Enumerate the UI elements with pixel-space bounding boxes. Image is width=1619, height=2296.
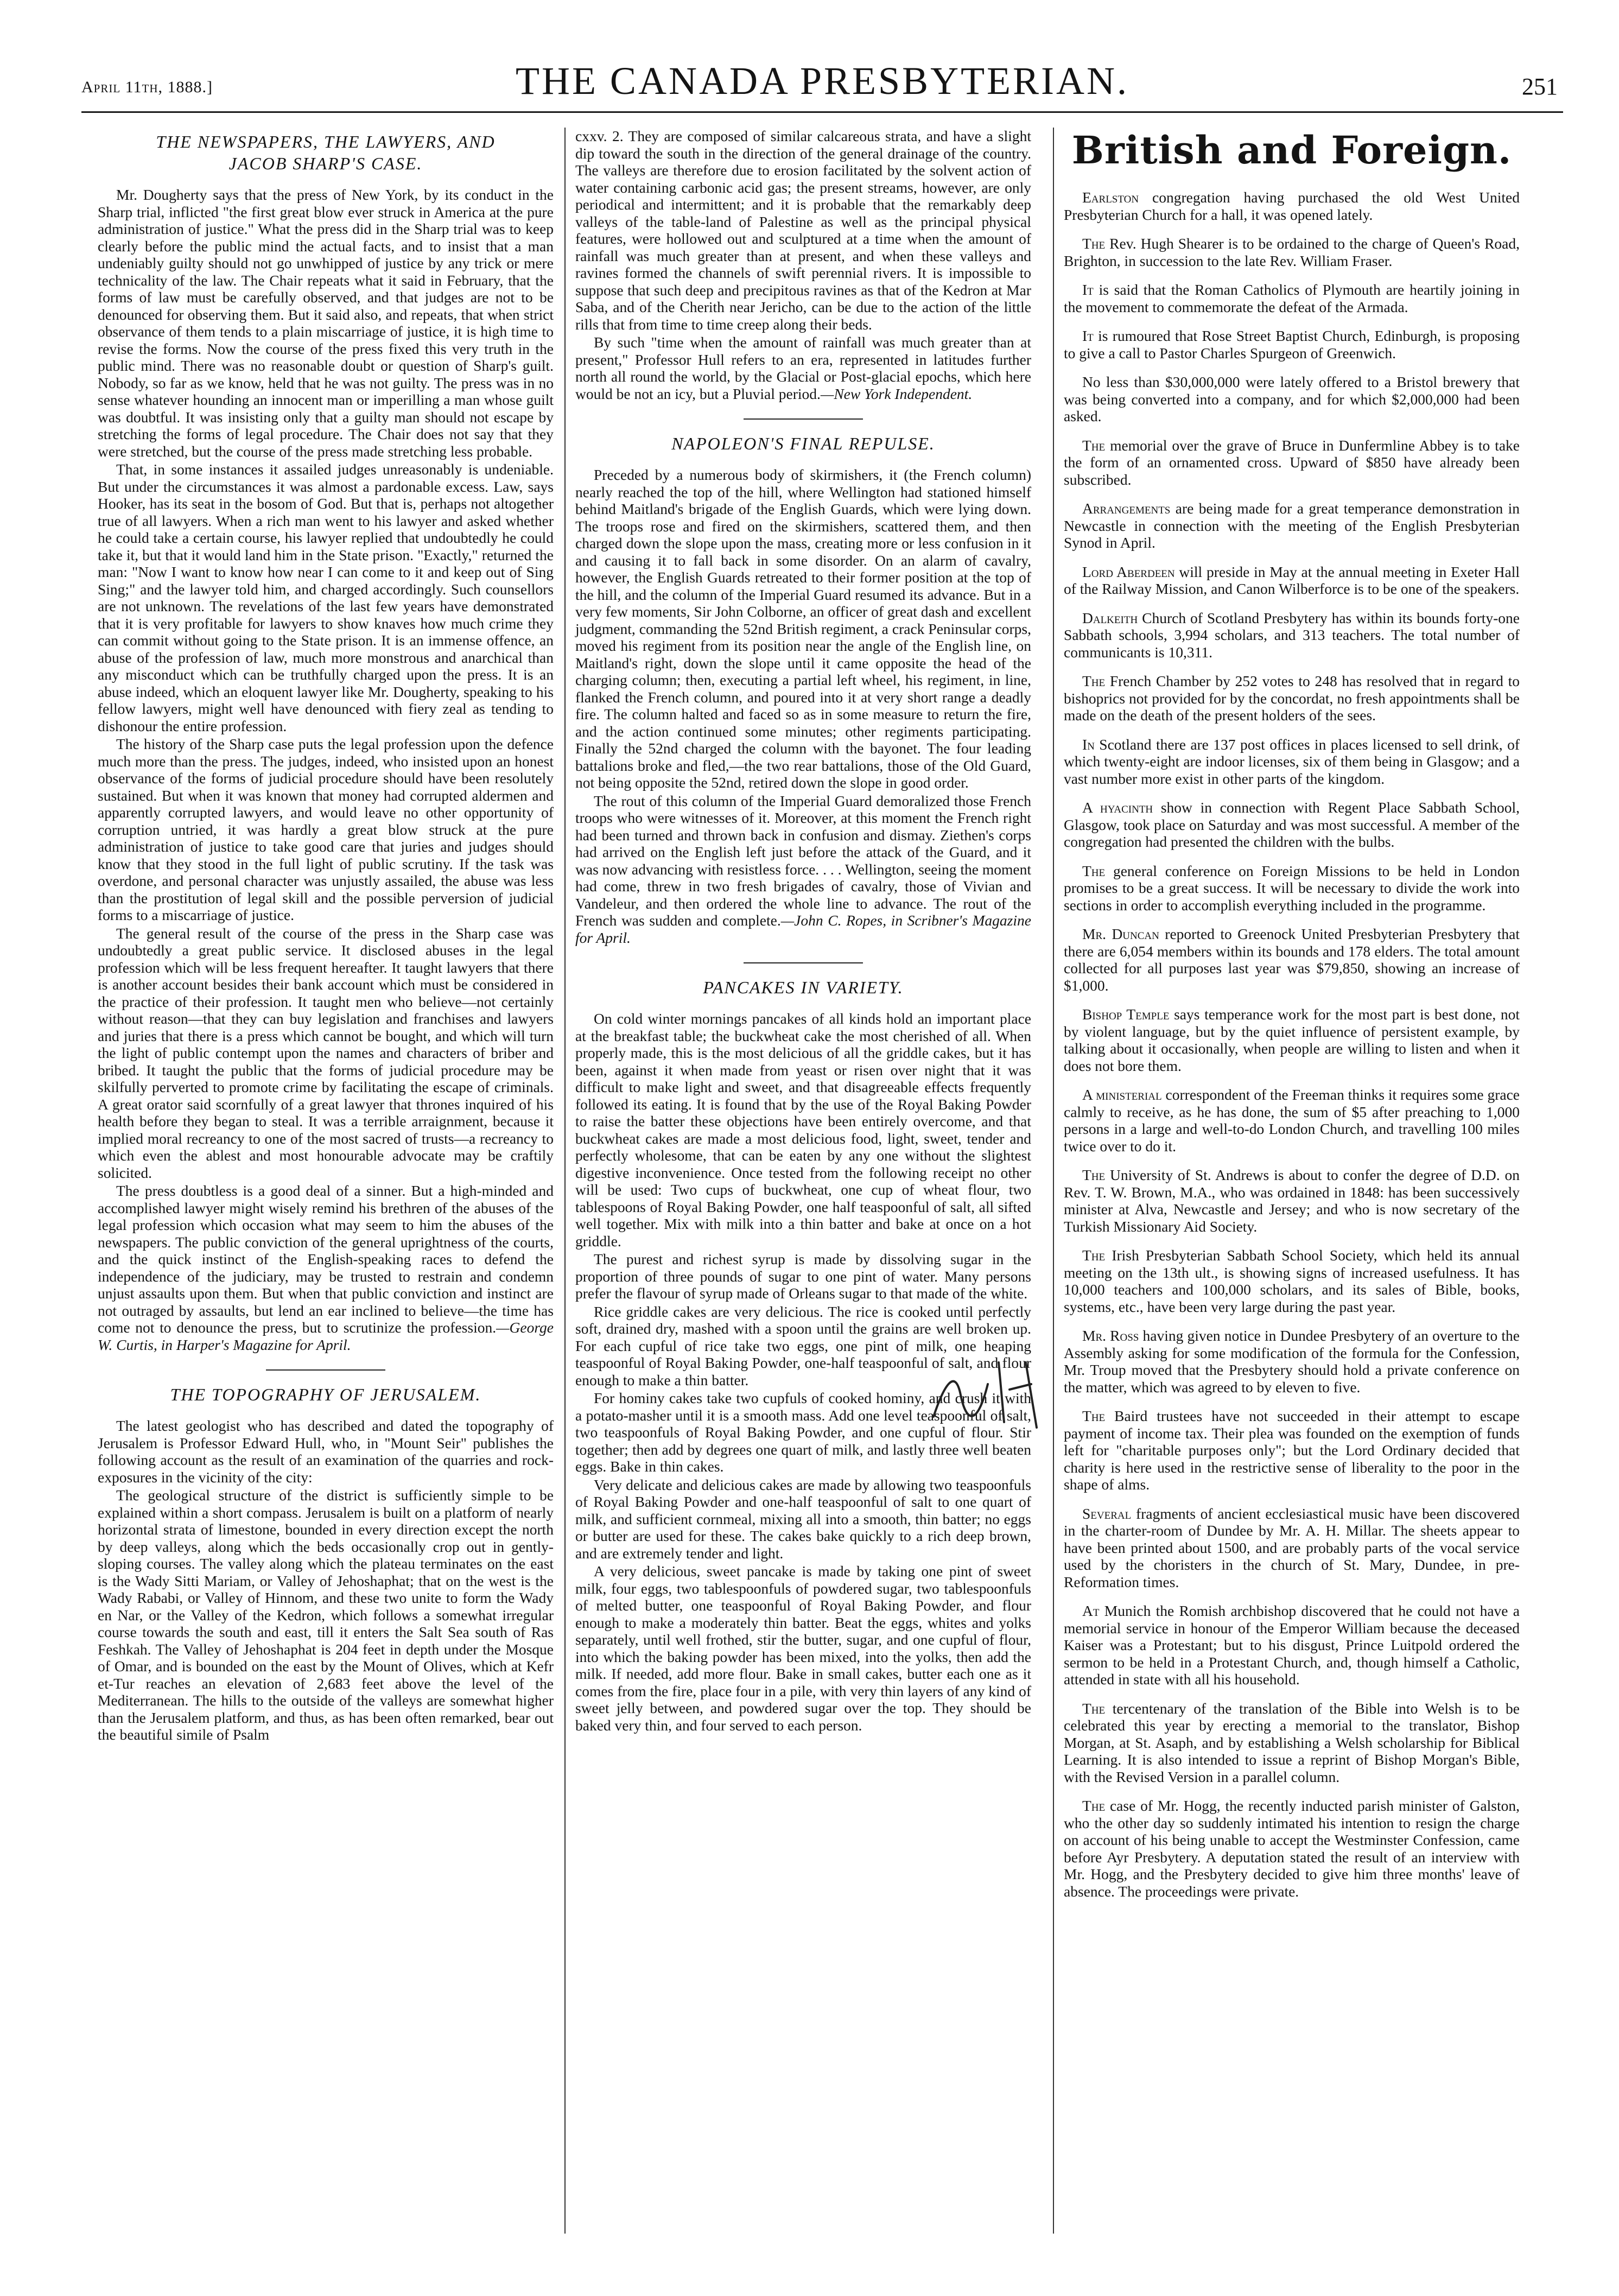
news-item [1064, 1700, 1520, 1786]
news-item [1064, 736, 1520, 788]
news-item-lead: The [1082, 235, 1106, 252]
news-item-text: fragments of ancient ecclesiastical music have been discovered in the charter-room of Dundee by Mr. A. H. Millar. The sheets appear to have been printed about 1500, and are probably parts of the vocal service used by the choristers in the church of St. Mary, Dundee, in pre-Reformation times. [1064, 1505, 1520, 1590]
paragraph: On cold winter mornings pancakes of all kinds hold an important place at the breakfast table; the buckwheat cake the most cherished of all. When properly made, this is the most delicious of all the griddle cakes, but it has been, against it when made from yeast or risen over night that it was difficult to make light and sweet, and that disagreeable effects frequently followed its eating. It is found that by the use of the Royal Baking Powder to raise the batter these objections have been entirely overcome, and that buckwheat cakes are made a most delicious food, light, sweet, tender and perfectly wholesome, that can be eaten by any one without the slightest digestive inconvenience. Once tested from the following receipt no other will be used: Two cups of buckwheat, one cup of wheat flour, two tablespoons of Royal Baking Powder, one half teaspoonful of salt, all sifted well together. Mix with milk into a thin batter and bake at once on a hot griddle. [575, 1010, 1031, 1250]
paragraph: That, in some instances it assailed judges unreasonably is undeniable. But under the circumstances it was almost a pardonable excess. Law, says Hooker, has its seat in the bosom of God. But that is, perhaps not altogether true of all lawyers. When a rich man went to his lawyer and asked whether he could take a certain course, his lawyer replied that undoubtedly he could take it, but that it would land him in the State prison. "Exactly," returned the man: "Now I want to know how near I can come to it and keep out of Sing Sing;" and the lawyer told him, and charged accordingly. Such counsellors are not unknown. The revelations of the last few years have demonstrated that it is very profitable for lawyers to show knaves how much crime they can commit without going to the State prison. It is an immense offence, an abuse of the profession of law, much more monstrous and anarchical than any misconduct which can be truthfully charged upon the press. It is an abuse indeed, which an eloquent lawyer like Mr. Dougherty, speaking to his fellow lawyers, might well have denounced with fiery zeal as tending to dishonour the entire profession. [98, 461, 554, 734]
paragraph: The geological structure of the district is sufficiently simple to be explained within a short compass. Jerusalem is built on a platform of nearly horizontal strata of limestone, bounded in every direction except the north by deep valleys, along which the beds occasionally crop out in gently-sloping courses. The valley along which the plateau terminates on the east is the Wady Sitti Mariam, or Valley of Jehoshaphat; that on the west is the Wady Rababi, or Valley of Hinnom, and these two unite to form the Wady en Nar, or the Valley of the Kedron, which follows a somewhat irregular course towards the south and east, till it enters the Salt Sea south of Ras Feshkah. The Valley of Jehoshaphat is 204 feet in depth under the Mosque of Omar, and is bounded on the east by the Mount of Olives, which at Kefr et-Tur reaches an elevation of 2,683 feet above the level of the Mediterranean. The hills to the outside of the valleys are somewhat higher than the Jerusalem platform, and thus, as has been often remarked, bear out the beautiful simile of Psalm [98, 1487, 554, 1743]
section-rule [266, 1369, 385, 1371]
news-item-text: University of St. Andrews is about to confer the degree of D.D. on Rev. T. W. Brown, M.A., who was ordained in 1848: has been successively minister at Alva, Newcastle and Jersey; and who is now secretary of the Turkish Missionary Aid Society. [1064, 1166, 1520, 1235]
news-item [1064, 500, 1520, 551]
section-title: British and Foreign. [1071, 128, 1512, 173]
masthead [81, 54, 1563, 103]
news-item-lead: A hyacinth [1082, 799, 1153, 816]
paragraph: The history of the Sharp case puts the legal profession upon the defence much more than the press. The judges, indeed, who insisted upon an honest observance of the forms of judicial procedure should have been resolutely sustained. But when it was known that money had corrupted aldermen and apparently corrupted lawyers, and would leave no other opportunity of corruption untried, it was hardly a great blow struck at the pure administration of justice to take good care that juries and judges should know that they stood in the full light of public scrutiny. If the task was overdone, and personal character was unjustly assailed, the abuse was less than the prostitution of legal skill and the possible perversion of judicial forms to a miscarriage of justice. [98, 735, 554, 923]
news-item-text: memorial over the grave of Bruce in Dunfermline Abbey is to take the form of an ornamented cross. Upward of $850 have already been subscribed. [1064, 436, 1520, 488]
news-item-text: reported to Greenock United Presbyterian Presbytery that there are 6,054 members within its bounds and 178 elders. The total amount collected for all purposes last year was $79,850, showing an increase of $1,000. [1064, 925, 1520, 994]
news-item-lead: Bishop Temple [1082, 1006, 1170, 1023]
news-item-lead: Dalkeith [1082, 609, 1138, 626]
news-item [1064, 673, 1520, 724]
section-rule [744, 418, 863, 420]
news-item-text: general conference on Foreign Missions to be held in London promises to be a great success. It will be necessary to divide the work into sections in order to accomplish everything included in the programme. [1064, 862, 1520, 914]
news-item [1064, 925, 1520, 994]
paragraph: The latest geologist who has described and dated the topography of Jerusalem is Professor Edward Hull, who, in "Mount Seir" publishes the following account as the result of an examination of the quarries and rock-exposures in the vicinity of the city: [98, 1417, 554, 1486]
news-item-lead: Mr. Duncan [1082, 925, 1159, 942]
news-item [1064, 373, 1520, 425]
column-3 [1064, 128, 1520, 1912]
paragraph: Preceded by a numerous body of skirmishers, it (the French column) nearly reached the top of the hill, where Wellington had stationed himself behind Maitland's brigade of the English Guards, which were lying down. The troops rose and fired on the skirmishers, scattered them, and then charged down the slope upon the mass, creating more or less confusion in it and causing it to fall back in some disorder. On an alarm of cavalry, however, the English Guards retreated to their former position at the top of the hill, and the column of the Imperial Guard resumed its advance. But in a very few moments, Sir John Colborne, an officer of great dash and excellent judgment, commanding the 52nd British regiment, a crack Peninsular corps, moved his regiment from its position near the angle of the English line, on Maitland's right, down the slope until it came opposite the head of the charging column; then, executing a partial left wheel, his regiment, in line, flanked the French column, and poured into it at very short range a deadly fire. The column halted and faced so as in some measure to return the fire, and the action continued some minutes; other regiments participating. Finally the 52nd charged the column with the bayonet. The four leading battalions broke and fled,—the two rear battalions, those of the Old Guard, not being opposite the 52nd, retired down the slope in good order. [575, 466, 1031, 791]
news-item-lead: At [1082, 1602, 1100, 1619]
news-item-lead: It [1082, 281, 1094, 298]
paragraph: Mr. Dougherty says that the press of New York, by its conduct in the Sharp trial, inflicted "the first great blow ever struck in America at the pure administration of justice." What the press did in the Sharp trial was to keep clearly before the public mind the actual facts, and to insist that a man undeniably guilty should not go unwhipped of justice by any trick or mere technicality of the law. The Chair repeats what it said in February, that the forms of law must be carefully observed, and that judges are not to be denounced for observing them. But it said also, and repeats, that when strict observance of them tends to a plain miscarriage of justice, it is high time to revise the forms. Now the course of the press fixed this very truth in the public mind. There was no reasonable doubt or question of Sharp's guilt. Nobody, so far as we know, held that he was not guilty. The press was in no sense whatever hounding an innocent man or imperilling a man whose guilt was doubtful. It was insisting only that a guilty man should not escape by stretching the forms of legal procedure. The Chair does not say that they were stretched, but the course of the press made stretching less probable. [98, 186, 554, 460]
news-item [1064, 235, 1520, 269]
news-item [1064, 281, 1520, 315]
news-item-text: Church of Scotland Presbytery has within its bounds forty-one Sabbath schools, 3,994 scholars, and 313 teachers. The total number of communicants is 10,311. [1064, 609, 1520, 661]
news-item-text: Munich the Romish archbishop discovered that he could not have a memorial service in honour of the Emperor William because the deceased Kaiser was a Protestant; but to his disgust, Prince Luitpold ordered the sermon to be held in a Protestant Church, and, though himself a Catholic, attended in state with all his household. [1064, 1602, 1520, 1688]
news-item-lead: In [1082, 735, 1095, 753]
issue-date: April 11th, 1888.] [81, 78, 213, 96]
news-item-lead: Mr. Ross [1082, 1327, 1139, 1344]
column-2 [575, 128, 1031, 1735]
news-item-text: having given notice in Dundee Presbytery of an overture to the Assembly asking for some modification of the formula for the Confession, Mr. Troup moved that the Presbytery should hold a private conference on the matter, which was agreed to by eleven to five. [1064, 1327, 1520, 1396]
article-title: PANCAKES IN VARIETY. [703, 978, 904, 997]
column-divider [564, 128, 566, 2234]
news-item-lead: Several [1082, 1505, 1132, 1522]
news-item-text: case of Mr. Hogg, the recently inducted parish minister of Galston, who the other day so suddenly intimated his intention to resign the charge on account of his being unable to accept the Westminster Confession, came before Ayr Presbytery. A deputation stated the result of an interview with Mr. Hogg, and the Presbytery decided to give him three months' leave of absence. The proceedings were private. [1064, 1797, 1520, 1900]
paragraph: The general result of the course of the press in the Sharp case was undoubtedly a great public service. It disclosed abuses in the legal profession which will be less frequent hereafter. It taught lawyers that there is another account besides their bank account which must be considered in the practice of their profession. It taught men who believe—not certainly without reason—that they can buy legislation and franchises and lawyers and juries that there is a press which cannot be bought, and which will turn the light of public contempt upon the names and characters of briber and bribed. It taught the public that the forms of judicial procedure may be skilfully perverted to promote crime by facilitating the escape of criminals. A great orator said scornfully of a great lawyer that thrones inquired of his health before they began to steal. It was a terrible arraignment, because it implied moral recreancy to one of the most sacred of trusts—a recreancy to which even the ablest and most honourable advocate may be craftily solicited. [98, 924, 554, 1181]
news-item [1064, 862, 1520, 914]
citation: —George W. Curtis, in Harper's Magazine for April. [98, 1319, 554, 1353]
page-number: 251 [1522, 73, 1558, 100]
news-item [1064, 437, 1520, 489]
news-item [1064, 1006, 1520, 1074]
news-item-lead: The [1082, 1166, 1106, 1183]
citation: —New York Independent. [820, 385, 973, 402]
news-item [1064, 1166, 1520, 1235]
paragraph: A very delicious, sweet pancake is made by taking one pint of sweet milk, four eggs, two tablespoonfuls of powdered sugar, two tablespoonfuls of melted butter, one teaspoonful of Royal Baking Powder, and flour enough to make a moderately thin batter. Beat the eggs, whites and yolks separately, until well frothed, stir the butter, sugar, and one cupful of flour, into which the baking powder has been mixed, into the yolks, then add the milk. If needed, add more flour. Bake in small cakes, butter each one as it comes from the fire, place four in a pile, with very thin layers of any kind of sweet jelly between, and powdered sugar over the top. They should be baked very thin, and four served to each person. [575, 1563, 1031, 1734]
newspaper-title: THE CANADA PRESBYTERIAN. [515, 59, 1129, 103]
article-title: THE TOPOGRAPHY OF JERUSALEM. [170, 1385, 481, 1404]
news-item-text: Irish Presbyterian Sabbath School Society, which held its annual meeting on the 13th ult., is showing signs of increased usefulness. It has 10,000 teachers and 100,000 scholars, and its sales of Bible, books, systems, etc., have been very large during the past year. [1064, 1247, 1520, 1315]
article-title: NAPOLEON'S FINAL REPULSE. [671, 434, 935, 453]
news-item-lead: The [1082, 1247, 1106, 1264]
paragraph: The press doubtless is a good deal of a sinner. But a high-minded and accomplished lawyer might wisely remind his brethren of the abuses of the legal profession which occasion what may seem to him the abuses of the newspapers. The public conviction of the general uprightness of the courts, and the quick instinct of the English-speaking races to defend the independence of the judiciary, may be trusted to restrain and condemn unjust assaults upon them. But when that public conviction and instinct are not outraged by assaults, but lend an ear inclined to believe—the time has come not to denounce the press, but to scrutinize the profession.—George W. Curtis, in Harper's Magazine for April. [98, 1182, 554, 1353]
news-item [1064, 799, 1520, 851]
column-divider [1053, 128, 1054, 2234]
news-items [1064, 189, 1520, 1900]
news-item [1064, 327, 1520, 361]
news-item-text: No less than $30,000,000 were lately offered to a Bristol brewery that was being converted into a company, and for which $2,000,000 had been asked. [1064, 373, 1520, 424]
news-item-lead: It [1082, 327, 1094, 344]
news-item-text: is said that the Roman Catholics of Plymouth are heartily joining in the movement to commemorate the defeat of the Armada. [1064, 281, 1520, 315]
news-item [1064, 1086, 1520, 1155]
news-item-text: Rev. Hugh Shearer is to be ordained to the charge of Queen's Road, Brighton, in succession to the late Rev. William Fraser. [1064, 235, 1520, 269]
news-item-text: tercentenary of the translation of the Bible into Welsh is to be celebrated this year by erecting a memorial to the translator, Bishop Morgan, at St. Asaph, and by establishing a Welsh scholarship for Biblical Learning. It is also intended to issue a reprint of Bishop Morgan's Bible, with the Revised Version in a parallel column. [1064, 1699, 1520, 1785]
news-item-text: show in connection with Regent Place Sabbath School, Glasgow, took place on Saturday and was most successful. A member of the congregation had presented the children with the bulbs. [1064, 799, 1520, 850]
news-item [1064, 1407, 1520, 1493]
news-item [1064, 1505, 1520, 1591]
news-item-text: are being made for a great temperance demonstration in Newcastle in connection with the meeting of the English Presbyterian Synod in April. [1064, 500, 1520, 551]
news-item-text: is rumoured that Rose Street Baptist Church, Edinburgh, is proposing to give a call to Pastor Charles Spurgeon of Greenwich. [1064, 327, 1520, 361]
news-item-text: French Chamber by 252 votes to 248 has resolved that in regard to bishoprics not provided for by the concordat, no fresh appointments shall be made on the death of the present holders of the sees. [1064, 673, 1520, 724]
news-item-text: will preside in May at the annual meeting in Exeter Hall of the Railway Mission, and Canon Wilberforce is to be one of the speakers. [1064, 563, 1520, 597]
news-item-lead: The [1082, 673, 1106, 689]
news-item [1064, 1602, 1520, 1688]
news-item [1064, 610, 1520, 661]
news-item-lead: The [1082, 436, 1106, 454]
news-item-text: Baird trustees have not succeeded in their attempt to escape payment of income tax. Their plea was founded on the exemption of funds left for "charitable purposes only"; but the Lord Ordinary decided that charity is here used in the restrictive sense of liberality to the poor in the shape of alms. [1064, 1407, 1520, 1493]
citation: —John C. Ropes, in Scribner's Magazine for April. [575, 912, 1031, 946]
news-item [1064, 563, 1520, 598]
paragraph: cxxv. 2. They are composed of similar calcareous strata, and have a slight dip toward the south in the direction of the general drainage of the country. The valleys are therefore due to erosion facilitated by the solvent action of water containing carbonic acid gas; the present streams, however, are only periodical and intermittent; and it is probable that the remarkably deep valleys of the table-land of Palestine as well as the principal physical features, were hollowed out and sculptured at a time when the amount of rainfall was much greater than at present, and when these valleys and ravines formed the channels of swift perennial rivers. It is impossible to suppose that such deep and precipitous ravines as that of the Kedron at Mar Saba, and of the Cherith near Jericho, can be due to the action of the little rills that from time to time creep along their beds. [575, 128, 1031, 333]
news-item-text: says temperance work for the most part is best done, not by violent language, but by the quiet influence of persistent example, by talking about it occasionally, when people are willing to listen and when it does not bore them. [1064, 1006, 1520, 1074]
paragraph: Rice griddle cakes are very delicious. The rice is cooked until perfectly soft, drained dry, mashed with a spoon until the grains are well broken up. For each cupful of rice take two eggs, one pint of milk, one heaping teaspoonful of Royal Baking Powder, one-half teaspoonful of salt, and flour enough to make a thin batter. [575, 1303, 1031, 1388]
masthead-rule [81, 111, 1563, 113]
news-item-lead: The [1082, 1699, 1106, 1717]
margin-marks [54, 1656, 76, 1981]
paragraph: The purest and richest syrup is made by dissolving sugar in the proportion of three pounds of sugar to one pint of water. Many persons prefer the flavour of syrup made of Orleans sugar to that made of the white. [575, 1251, 1031, 1302]
column-1 [98, 128, 554, 1745]
news-item [1064, 1247, 1520, 1315]
article-title: THE NEWSPAPERS, THE LAWYERS, AND JACOB SHARP'S CASE. [156, 132, 496, 173]
section-rule [744, 962, 863, 963]
news-item-text: Scotland there are 137 post offices in places licensed to sell drink, of which twenty-eight are indoor licenses, six of them being in Glasgow; and a vast number more exist in other parts of the kingdom. [1064, 735, 1520, 787]
news-item [1064, 1327, 1520, 1396]
news-item-lead: Lord Aberdeen [1082, 563, 1175, 580]
news-item-lead: The [1082, 1407, 1106, 1424]
paragraph: Very delicate and delicious cakes are made by allowing two teaspoonfuls of Royal Baking Powder and one-half teaspoonful of salt to one quart of milk, and sufficient cornmeal, mixing all into a smooth, thin batter; no eggs or butter are used for these. The cakes bake quickly to a rich deep brown, and are extremely tender and light. [575, 1476, 1031, 1562]
paragraph: The rout of this column of the Imperial Guard demoralized those French troops who were witnesses of it. Moreover, at this moment the French right had been turned and thrown back in confusion and dismay. Ziethen's corps had arrived on the English left just before the attack of the Guard, and it was now advancing with resistless force. . . . Wellington, seeing the moment had come, threw in two fresh brigades of cavalry, those of Vivian and Vandeleur, and then ordered the whole line to advance. The rout of the French was sudden and complete.—John C. Ropes, in Scribner's Magazine for April. [575, 792, 1031, 946]
handwritten-annotation-icon [923, 1352, 1058, 1433]
news-item-lead: A ministerial [1082, 1086, 1162, 1103]
news-item-lead: Arrangements [1082, 500, 1171, 517]
paragraph: For hominy cakes take two cupfuls of cooked hominy, and crush it with a potato-masher until it is a smooth mass. Add one level teaspoonful of salt, two teaspoonfuls of Royal Baking Powder, and one cupful of flour. Stir together; then add by degrees one quart of milk, and lastly three well beaten eggs. Bake in thin cakes. [575, 1390, 1031, 1475]
news-item-lead: The [1082, 1797, 1106, 1814]
paragraph: By such "time when the amount of rainfall was much greater than at present," Professor Hull refers to an era, represented in latitudes further north all round the world, by the Glacial or Post-glacial epochs, which here would be not an icy, but a Pluvial period.—New York Independent. [575, 334, 1031, 402]
news-item [1064, 189, 1520, 223]
news-item-text: congregation having purchased the old West United Presbyterian Church for a hall, it was opened lately. [1064, 189, 1520, 223]
news-item-text: correspondent of the Freeman thinks it requires some grace calmly to receive, as he has done, the sum of $5 after preaching to 1,000 persons in a large and well-to-do London Church, and travelling 100 miles twice over to do it. [1064, 1086, 1520, 1155]
news-item-lead: Earlston [1082, 189, 1139, 206]
news-item [1064, 1797, 1520, 1900]
news-item-lead: The [1082, 862, 1106, 879]
